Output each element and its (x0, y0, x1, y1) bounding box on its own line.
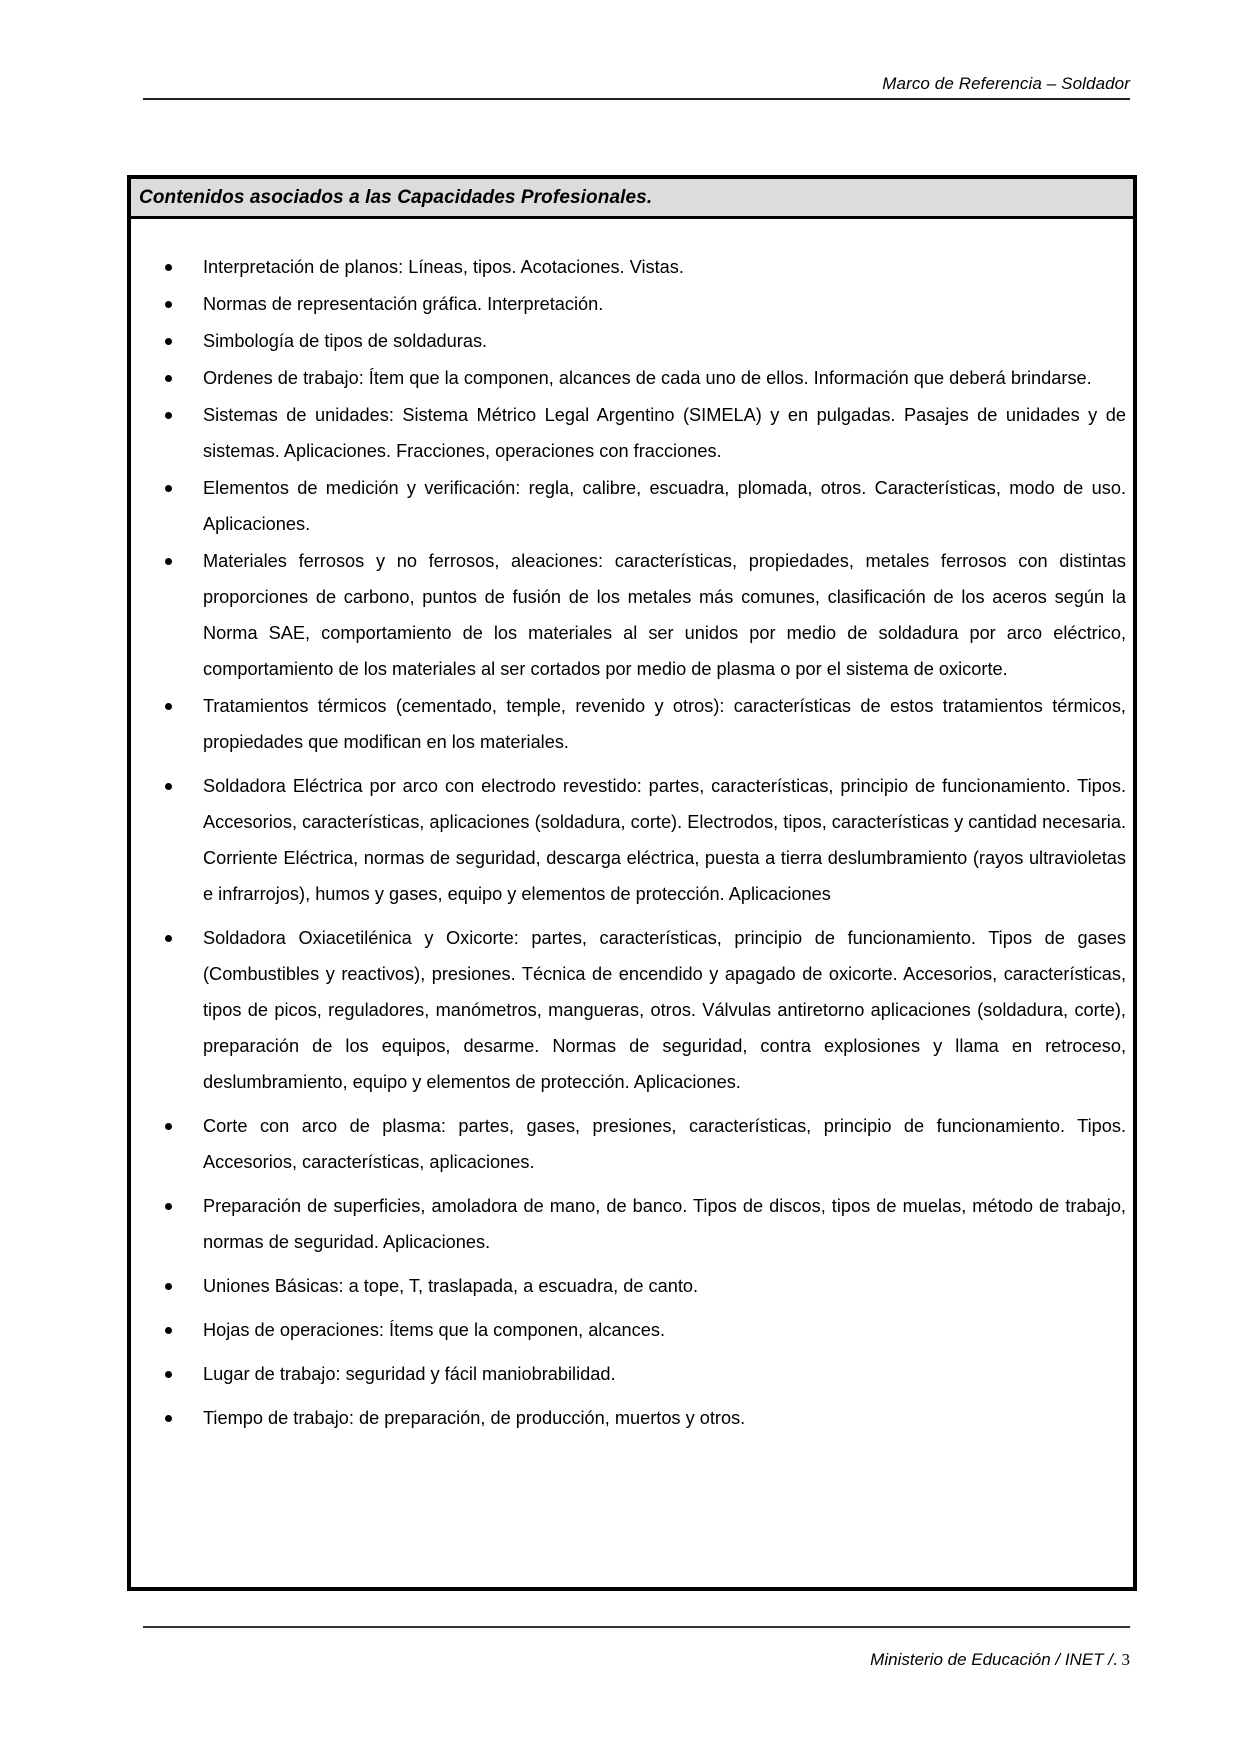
list-item (203, 688, 1126, 760)
list-item-text: Hojas de operaciones: Ítems que la componen, alcances. (203, 1320, 666, 1340)
list-item (203, 920, 1126, 1100)
list-item-text: Lugar de trabajo: seguridad y fácil maniobrabilidad. (203, 1364, 616, 1384)
list-item-text: Uniones Básicas: a tope, T, traslapada, a escuadra, de canto. (203, 1276, 699, 1296)
list-item-text: Preparación de superficies, amoladora de mano, de banco. Tipos de discos, tipos de muelas, método de trabajo, normas de seguridad. Aplicaciones. (203, 1196, 1126, 1252)
bullet-icon (165, 703, 172, 710)
list-item-text: Interpretación de planos: Líneas, tipos. Acotaciones. Vistas. (203, 257, 684, 277)
list-item-text: Sistemas de unidades: Sistema Métrico Legal Argentino (SIMELA) y en pulgadas. Pasajes de unidades y de sistemas. Aplicaciones. Fracciones, operaciones con fracciones. (203, 405, 1126, 461)
list-item-text: Soldadora Oxiacetilénica y Oxicorte: partes, características, principio de funcionamiento. Tipos de gases (Combustibles y reactivos), presiones. Técnica de encendido y apagado de oxicorte. Accesorios, características, tipos de picos, reguladores, manómetros, mangueras, otros. Válvulas antiretorno aplicaciones (soldadura, corte), preparación de los equipos, desarme. Normas de seguridad, contra explosiones y llama en retroceso, deslumbramiento, equipo y elementos de protección. Aplicaciones. (203, 928, 1126, 1092)
list-item-text: Tratamientos térmicos (cementado, temple, revenido y otros): características de estos tratamientos térmicos, propiedades que modifican en los materiales. (203, 696, 1126, 752)
contents-table-header (131, 179, 1133, 219)
list-item (203, 1356, 1126, 1392)
list-item (203, 1268, 1126, 1304)
list-item (203, 1312, 1126, 1348)
list-item (203, 1400, 1126, 1436)
list-item (203, 286, 1126, 322)
bullet-icon (165, 375, 172, 382)
footer-organization: Ministerio de Educación / INET / (870, 1650, 1113, 1669)
list-item-text: Tiempo de trabajo: de preparación, de producción, muertos y otros. (203, 1408, 746, 1428)
list-item (203, 1188, 1126, 1260)
contents-heading: Contenidos asociados a las Capacidades Profesionales. (139, 186, 653, 208)
bullet-icon (165, 1283, 172, 1290)
bullet-icon (165, 485, 172, 492)
list-item (203, 470, 1126, 542)
list-item (203, 397, 1126, 469)
list-item-text: Simbología de tipos de soldaduras. (203, 331, 488, 351)
page-header (143, 70, 1130, 100)
bullet-icon (165, 935, 172, 942)
list-item-text: Normas de representación gráfica. Interpretación. (203, 294, 604, 314)
bullet-icon (165, 558, 172, 565)
document-title: Marco de Referencia – Soldador (882, 74, 1130, 93)
list-item (203, 543, 1126, 687)
list-item-text: Materiales ferrosos y no ferrosos, aleaciones: características, propiedades, metales ferrosos con distintas proporciones de carbono, puntos de fusión de los metales más comunes, clasificación de los aceros según la Norma SAE, comportamiento de los materiales al ser unidos por medio de soldadura por arco eléctrico, comportamiento de los materiales al ser cortados por medio de plasma o por el sistema de oxicorte. (203, 551, 1126, 679)
bullet-icon (165, 338, 172, 345)
list-item (203, 1108, 1126, 1180)
bullet-icon (165, 301, 172, 308)
bullet-icon (165, 1203, 172, 1210)
bullet-icon (165, 412, 172, 419)
list-item (203, 768, 1126, 912)
list-item (203, 323, 1126, 359)
list-item (203, 360, 1126, 396)
bullet-icon (165, 264, 172, 271)
contents-list (131, 219, 1133, 1436)
bullet-icon (165, 1327, 172, 1334)
bullet-icon (165, 1123, 172, 1130)
page-footer (143, 1626, 1130, 1669)
list-item-text: Elementos de medición y verificación: regla, calibre, escuadra, plomada, otros. Características, modo de uso. Aplicaciones. (203, 478, 1126, 534)
contents-table (127, 175, 1137, 1591)
page-number: . 3 (1113, 1650, 1130, 1669)
bullet-icon (165, 1415, 172, 1422)
list-item-text: Ordenes de trabajo: Ítem que la componen, alcances de cada uno de ellos. Información que deberá brindarse. (203, 368, 1092, 388)
bullet-icon (165, 1371, 172, 1378)
list-item-text: Soldadora Eléctrica por arco con electrodo revestido: partes, características, principio de funcionamiento. Tipos. Accesorios, características, aplicaciones (soldadura, corte). Electrodos, tipos, características y cantidad necesaria. Corriente Eléctrica, normas de seguridad, descarga eléctrica, puesta a tierra deslumbramiento (rayos ultravioletas e infrarrojos), humos y gases, equipo y elementos de protección. Aplicaciones (203, 776, 1126, 904)
list-item-text: Corte con arco de plasma: partes, gases, presiones, características, principio de funcionamiento. Tipos. Accesorios, características, aplicaciones. (203, 1116, 1126, 1172)
footer-text (870, 1650, 1130, 1670)
bullet-icon (165, 783, 172, 790)
list-item (203, 249, 1126, 285)
